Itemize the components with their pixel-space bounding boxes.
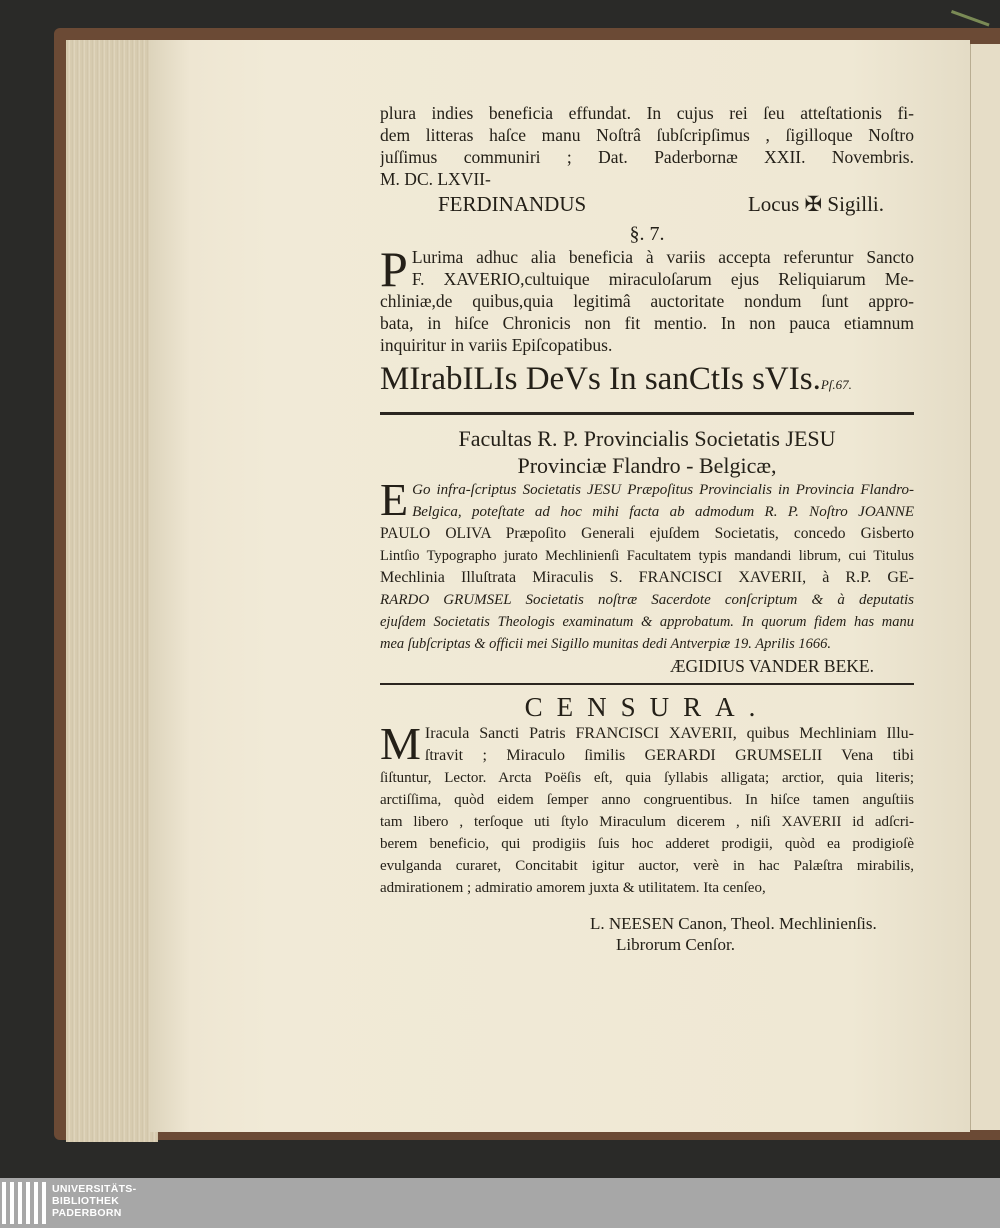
text-line: Lurima adhuc alia beneficia à variis accepta referuntur Sancto [411,247,914,267]
text-line: Iracula Sancti Patris FRANCISCI XAVERII, quibus Mechliniam Illu- [424,725,914,742]
text-line: inquiritur in variis Epiſcopatibus. [380,335,613,355]
text-line: tam libero , terſoque uti ſtylo Miraculum dicerem , niſi XAVERII id adſcri- [380,814,914,830]
divider [380,412,914,415]
text-line: juſſimus communiri ; Dat. Paderbornæ XXII. Novembris. [380,147,914,167]
divider [380,683,914,685]
text-line: Belgica, poteſtate ad hoc mihi facta ab admodum R. P. Noſtro JOANNE [412,504,914,520]
censura-heading: CENSURA. [524,692,770,722]
text-line: Mechlinia Illuſtrata Miraculis S. FRANCISCI XAVERII, à R.P. GE- [380,569,914,586]
logo-line: BIBLIOTHEK [52,1195,120,1207]
page-edges [66,40,158,1142]
faculty-subheading: Provinciæ Flandro - Belgicæ, [517,453,777,478]
text-line: plura indies beneficia effundat. In cujus rei ſeu atteſtationis fi- [380,103,914,123]
text-line: dem litteras haſce manu Noſtrâ ſubſcripſimus , ſigilloque Noſtro [380,125,914,145]
text-line: berem beneficio, qui prodigiis ſuis hoc adderet prodigii, quòd ea prodigioſè [380,836,914,852]
text-line: Lintſio Typographo jurato Mechlinienſi Facultatem typis mandandi librum, cui Titulus [380,548,914,564]
faculty-signer: ÆGIDIUS VANDER BEKE. [669,656,874,676]
drop-cap: P [380,241,408,297]
text-line: ſtravit ; Miraculo ſimilis GERARDI GRUMSELII Vena tibi [424,747,914,764]
faculty-heading: Facultas R. P. Provincialis Societatis JESU [458,426,836,451]
text-line: F. XAVERIO,cultuique miraculoſarum ejus Reliquiarum Me- [411,269,914,289]
text-line: Go infra-ſcriptus Societatis JESU Præpoſitus Provincialis in Provincia Flandro- [412,482,914,498]
library-logo-icon [2,1182,46,1224]
censor-signature: L. NEESEN Canon, Theol. Mechlinienſis. [590,914,877,933]
text-line: mea ſubſcriptas & officii mei Sigillo munitas dedi Antverpiæ 19. Aprilis 1666. [380,636,831,652]
page-text [380,102,914,955]
text-line: bata, in hiſce Chronicis non fit mentio. In non pauca etiamnum [380,313,914,333]
library-footer [0,1178,1000,1228]
drop-cap: M [380,718,421,769]
motto-text: MIrabILIs DeVs In sanCtIs sVIs. [380,361,821,397]
chronogram-motto [380,358,914,406]
seal-mark: Locus ✠ Sigilli. [747,192,884,216]
text-line: admirationem ; admiratio amorem juxta & utilitatem. Ita cenſeo, [380,880,766,896]
paragraph-miracles [380,241,914,356]
text-line: RARDO GRUMSEL Societatis noſtræ Sacerdote conſcriptum & à deputatis [380,592,914,608]
text-line: PAULO OLIVA Præpoſito Generali ejuſdem Societatis, concedo Gisberto [380,525,914,542]
text-line: ejuſdem Societatis Theologis examinatum & approbatum. In quorum fidem has manu [380,614,914,630]
signer-name: FERDINANDUS [438,192,587,216]
section-mark: §. 7. [629,223,665,245]
signature-row [380,192,914,217]
text-line: M. DC. LXVII- [380,169,491,189]
motto-reference: Pſ.67. [820,377,852,392]
text-line: evulganda curaret, Concitabit igitur auctor, verè in hac Palæſtra mirabilis, [380,858,914,874]
text-line: chliniæ,de quibus,quia legitimâ auctoritate nondum ſunt appro- [380,291,914,311]
facing-page-edge [970,44,1000,1130]
text-line: ſiſtuntur, Lector. Arcta Poëſis eſt, quia ſyllabis alligata; arctior, quia literis; [380,770,914,786]
censor-title: Librorum Cenſor. [616,935,735,954]
paragraph-faculty [380,474,914,655]
logo-line: UNIVERSITÄTS- [52,1183,137,1195]
library-logo-text [52,1183,136,1219]
logo-line: PADERBORN [52,1207,122,1219]
paragraph-censura [380,718,914,899]
drop-cap: E [380,474,409,525]
text-line: arctiſſima, quòd eidem ſemper anno congruentibus. In hiſce tamen anguſtiis [380,792,914,808]
